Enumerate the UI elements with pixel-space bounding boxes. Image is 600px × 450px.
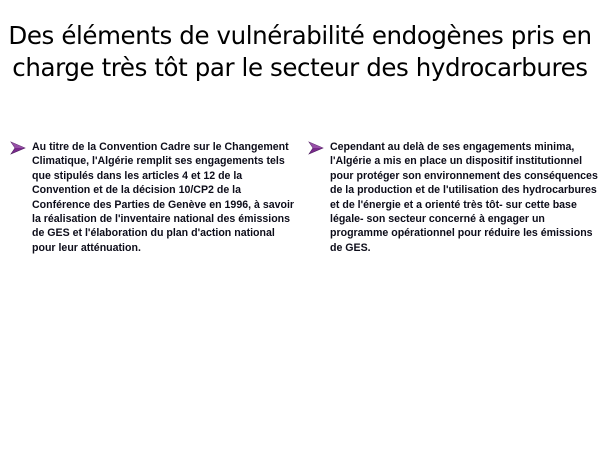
right-column (308, 140, 598, 255)
purple-arrowhead-icon (10, 141, 26, 155)
left-bullet-text: Au titre de la Convention Cadre sur le Changement Climatique, l'Algérie remplit ses engagements tels que stipulés dans les articles 4 et 12 de la Convention et de la décision 10/CP2 de la Conférence des Parties de Genève en 1996, à savoir la réalisation de l'inventaire national des émissions de GES et l'élaboration du plan d'action national pour leur atténuation. (32, 141, 295, 254)
right-bullet-text: Cependant au delà de ses engagements minima, l'Algérie a mis en place un dispositif institutionnel pour protéger son environnement des conséquences de la production et de l'utilisation des hydrocarbures et de l'énergie et a orienté très tôt- sur cette base légale- son secteur concerné à engager un programme opérationnel pour réduire les émissions de GES. (330, 141, 598, 254)
slide-title-line-1: Des éléments de vulnérabilité endogènes pris en (8, 21, 592, 50)
purple-arrowhead-icon (308, 141, 324, 155)
right-bullet-item (308, 140, 598, 255)
left-column (10, 140, 300, 255)
left-bullet-item (10, 140, 300, 255)
slide-title (0, 20, 600, 84)
slide-title-line-2: charge très tôt par le secteur des hydrocarbures (12, 53, 588, 82)
